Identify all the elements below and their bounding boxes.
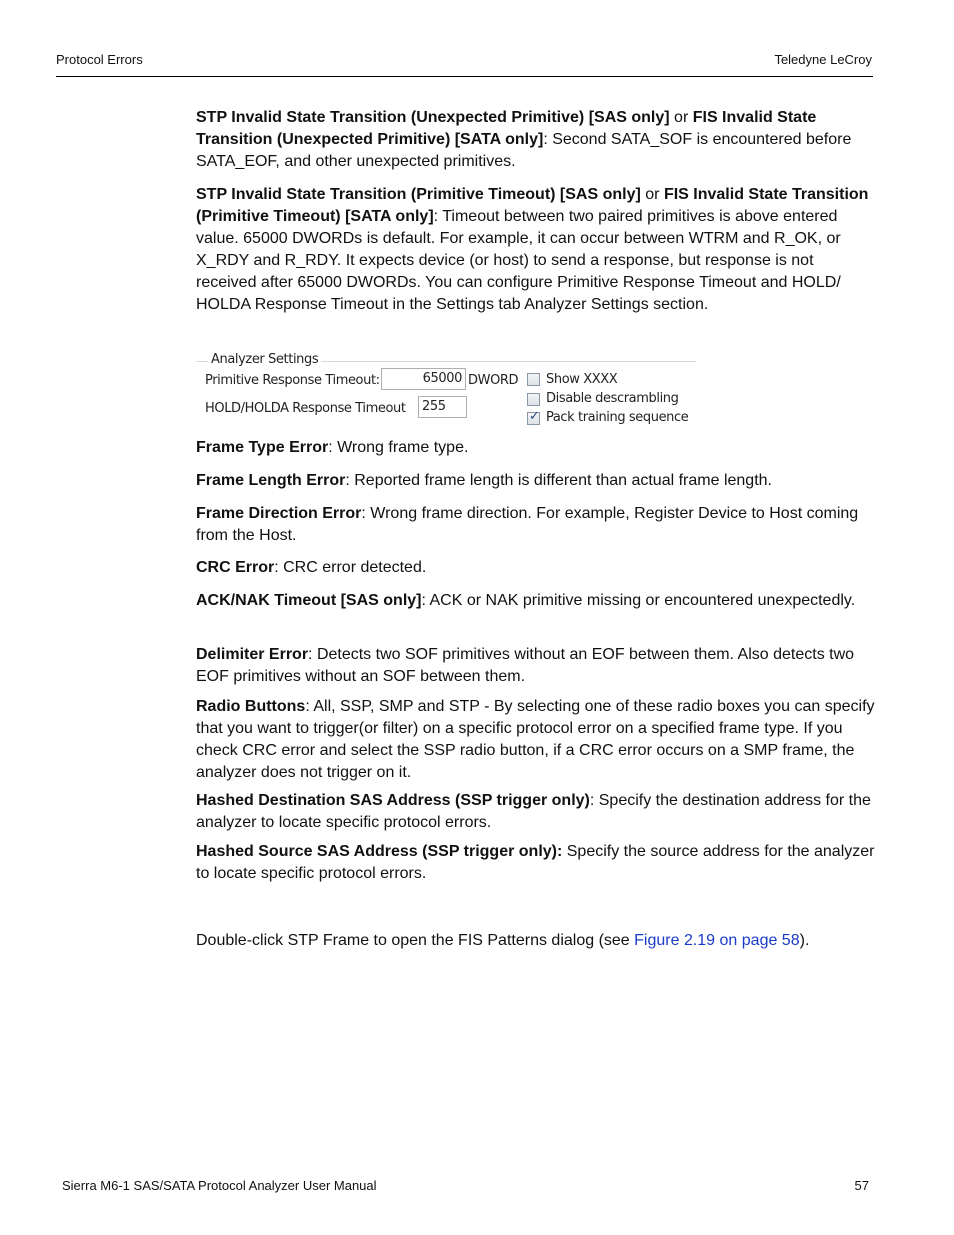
analyzer-settings-group [196,350,696,432]
para-unexpected-primitive [196,107,876,173]
item-desc: : Detects two SOF primitives without an EOF between them. Also detects two EOF primitives without an SOF between them. [196,646,855,685]
para1-desc: : Second SATA_SOF is encountered before SATA_EOF, and other unexpected primitives. [196,131,852,170]
item-crc-error [196,557,876,579]
pack-training-label: Pack training sequence [546,410,689,425]
item-term: Radio Buttons [196,698,306,715]
item-term: Frame Type Error [196,439,329,456]
item-desc: : All, SSP, SMP and STP - By selecting one of these radio boxes you can specify that you want to trigger(or filter) on a specific protocol error on a specified frame type. If you check CRC error and select the SSP radio button, if a CRC error occurs on a SMP frame, the analyzer does not trigger on it. [196,698,875,781]
page-number: 57 [854,1178,869,1193]
item-hashed-source [196,841,876,885]
item-desc: Specify the source address for the analyzer to locate specific protocol errors. [196,843,875,882]
figure-link[interactable]: Figure 2.19 on page 58 [634,932,800,949]
checkmark-icon: ✓ [529,409,540,424]
para1-term2: FIS Invalid State Transition (Unexpected Primitive) [SATA only] [196,109,817,148]
item-desc: : Reported frame length is different than actual frame length. [345,472,772,489]
header-rule [56,76,873,77]
item-desc: : Wrong frame direction. For example, Register Device to Host coming from the Host. [196,505,859,544]
closing-pre: Double-click STP Frame to open the FIS Patterns dialog (see [196,932,635,949]
item-term: Frame Length Error [196,472,346,489]
hold-timeout-label: HOLD/HOLDA Response Timeout [205,401,406,416]
item-frame-direction-error [196,503,876,547]
running-header-company: Teledyne LeCroy [774,52,872,67]
para1-term1: STP Invalid State Transition (Unexpected Primitive) [SAS only] [196,109,670,126]
group-legend: Analyzer Settings [208,352,321,367]
item-desc: : CRC error detected. [274,559,427,576]
hold-timeout-input[interactable]: 255 [418,396,467,418]
item-frame-length-error [196,470,876,492]
show-xxxx-checkbox[interactable] [527,373,540,386]
para-primitive-timeout [196,184,876,316]
para2-or: or [640,186,664,203]
item-radio-buttons [196,696,876,784]
item-term: CRC Error [196,559,275,576]
item-frame-type-error [196,437,876,459]
disable-descrambling-label: Disable descrambling [546,391,679,406]
para2-desc: : Timeout between two paired primitives is above entered value. 65000 DWORDs is default. For example, it can occur between WTRM and R_OK, or X_RDY and R_RDY. It expects device (or host) to send a response, but response is not received after 65000 DWORDs. You can configure Primitive Response Timeout and HOLD/ HOLDA Response Timeout in the Settings tab Analyzer Settings section. [196,208,841,313]
item-hashed-destination [196,790,876,834]
pack-training-checkbox[interactable] [527,409,540,425]
closing-paragraph [196,930,876,952]
item-term: ACK/NAK Timeout [SAS only] [196,592,422,609]
running-header-section: Protocol Errors [56,52,143,67]
disable-descrambling-checkbox[interactable] [527,393,540,406]
para2-term2: FIS Invalid State Transition (Primitive Timeout) [SATA only] [196,186,869,225]
item-term: Hashed Source SAS Address (SSP trigger only): [196,843,563,860]
item-term: Delimiter Error [196,646,309,663]
dword-unit-label: DWORD [468,373,519,388]
item-term: Frame Direction Error [196,505,362,522]
item-desc: : Wrong frame type. [328,439,469,456]
primitive-timeout-input[interactable]: 65000 [381,368,466,390]
item-desc: : Specify the destination address for the analyzer to locate specific protocol errors. [196,792,871,831]
closing-post: ). [799,932,810,949]
item-ack-nak-timeout [196,590,876,612]
item-term: Hashed Destination SAS Address (SSP trigger only) [196,792,590,809]
primitive-timeout-label: Primitive Response Timeout: [205,373,380,388]
item-desc: : ACK or NAK primitive missing or encountered unexpectedly. [421,592,856,609]
para2-term1: STP Invalid State Transition (Primitive Timeout) [SAS only] [196,186,641,203]
footer-title: Sierra M6-1 SAS/SATA Protocol Analyzer User Manual [62,1178,377,1193]
show-xxxx-label: Show XXXX [546,372,618,387]
item-delimiter-error [196,644,876,688]
para1-or: or [669,109,693,126]
